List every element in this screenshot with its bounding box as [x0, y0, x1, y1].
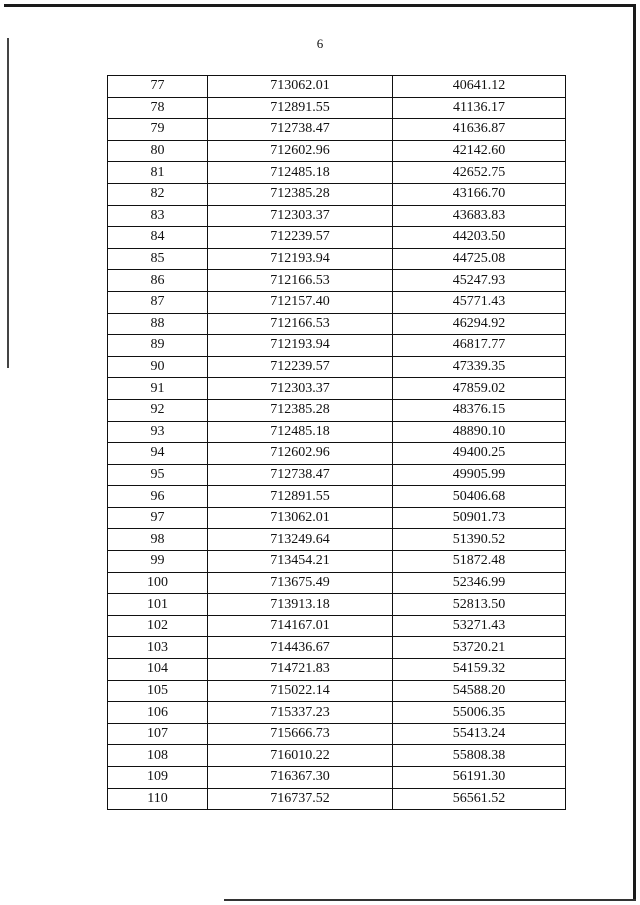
coordinate-y-cell: 56191.30: [393, 767, 566, 789]
coordinate-x-cell: 712157.40: [208, 291, 393, 313]
point-number-cell: 105: [108, 680, 208, 702]
coordinate-y-cell: 43683.83: [393, 205, 566, 227]
point-number-cell: 95: [108, 464, 208, 486]
coordinate-x-cell: 712891.55: [208, 486, 393, 508]
table-row: [108, 723, 566, 745]
coordinate-x-cell: 712485.18: [208, 421, 393, 443]
table-row: [108, 313, 566, 335]
table-row: [108, 745, 566, 767]
point-number-cell: 85: [108, 248, 208, 270]
coordinate-y-cell: 45247.93: [393, 270, 566, 292]
point-number-cell: 108: [108, 745, 208, 767]
table-row: [108, 119, 566, 141]
coordinate-y-cell: 53720.21: [393, 637, 566, 659]
coordinate-y-cell: 55413.24: [393, 723, 566, 745]
coordinate-x-cell: 713249.64: [208, 529, 393, 551]
scan-edge-right: [633, 4, 636, 901]
table-row: [108, 443, 566, 465]
point-number-cell: 82: [108, 183, 208, 205]
coordinate-x-cell: 715022.14: [208, 680, 393, 702]
point-number-cell: 90: [108, 356, 208, 378]
coordinate-y-cell: 41636.87: [393, 119, 566, 141]
coordinate-y-cell: 48376.15: [393, 399, 566, 421]
point-number-cell: 106: [108, 702, 208, 724]
point-number-cell: 84: [108, 227, 208, 249]
table-row: [108, 97, 566, 119]
coordinate-y-cell: 52346.99: [393, 572, 566, 594]
point-number-cell: 79: [108, 119, 208, 141]
page-number: 6: [316, 36, 324, 51]
table-row: [108, 205, 566, 227]
coordinate-y-cell: 47859.02: [393, 378, 566, 400]
coordinate-y-cell: 52813.50: [393, 594, 566, 616]
point-number-cell: 109: [108, 767, 208, 789]
coordinate-x-cell: 712193.94: [208, 248, 393, 270]
coordinate-x-cell: 713062.01: [208, 76, 393, 98]
coordinate-x-cell: 713913.18: [208, 594, 393, 616]
coordinate-y-cell: 54588.20: [393, 680, 566, 702]
coordinate-x-cell: 712239.57: [208, 227, 393, 249]
coordinate-y-cell: 54159.32: [393, 659, 566, 681]
coordinate-x-cell: 714436.67: [208, 637, 393, 659]
point-number-cell: 100: [108, 572, 208, 594]
coordinate-y-cell: 42142.60: [393, 140, 566, 162]
coordinate-x-cell: 712602.96: [208, 443, 393, 465]
coordinate-y-cell: 44725.08: [393, 248, 566, 270]
coordinate-x-cell: 715337.23: [208, 702, 393, 724]
point-number-cell: 97: [108, 507, 208, 529]
table-row: [108, 659, 566, 681]
point-number-cell: 96: [108, 486, 208, 508]
coordinate-x-cell: 716737.52: [208, 788, 393, 810]
point-number-cell: 81: [108, 162, 208, 184]
table-row: [108, 421, 566, 443]
coordinate-y-cell: 42652.75: [393, 162, 566, 184]
table-row: [108, 399, 566, 421]
table-row: [108, 227, 566, 249]
point-number-cell: 83: [108, 205, 208, 227]
table-row: [108, 76, 566, 98]
point-number-cell: 80: [108, 140, 208, 162]
point-number-cell: 107: [108, 723, 208, 745]
coordinate-x-cell: 714167.01: [208, 615, 393, 637]
table-row: [108, 248, 566, 270]
coordinate-y-cell: 43166.70: [393, 183, 566, 205]
coordinate-x-cell: 712738.47: [208, 119, 393, 141]
coordinates-table-body: [108, 76, 566, 810]
coordinate-y-cell: 49905.99: [393, 464, 566, 486]
coordinate-y-cell: 48890.10: [393, 421, 566, 443]
coordinate-y-cell: 45771.43: [393, 291, 566, 313]
table-row: [108, 788, 566, 810]
point-number-cell: 93: [108, 421, 208, 443]
table-row: [108, 335, 566, 357]
table-row: [108, 162, 566, 184]
coordinate-y-cell: 49400.25: [393, 443, 566, 465]
scan-edge-left: [7, 38, 9, 368]
coordinate-y-cell: 41136.17: [393, 97, 566, 119]
point-number-cell: 77: [108, 76, 208, 98]
point-number-cell: 103: [108, 637, 208, 659]
coordinate-y-cell: 46817.77: [393, 335, 566, 357]
coordinate-x-cell: 712385.28: [208, 183, 393, 205]
table-row: [108, 140, 566, 162]
coordinate-x-cell: 712602.96: [208, 140, 393, 162]
table-row: [108, 529, 566, 551]
coordinate-x-cell: 714721.83: [208, 659, 393, 681]
table-row: [108, 637, 566, 659]
table-row: [108, 767, 566, 789]
coordinate-y-cell: 47339.35: [393, 356, 566, 378]
point-number-cell: 78: [108, 97, 208, 119]
coordinate-x-cell: 712166.53: [208, 313, 393, 335]
coordinate-y-cell: 50901.73: [393, 507, 566, 529]
coordinate-y-cell: 55006.35: [393, 702, 566, 724]
table-row: [108, 464, 566, 486]
point-number-cell: 89: [108, 335, 208, 357]
coordinate-x-cell: 713454.21: [208, 551, 393, 573]
coordinate-y-cell: 50406.68: [393, 486, 566, 508]
point-number-cell: 86: [108, 270, 208, 292]
coordinate-y-cell: 51390.52: [393, 529, 566, 551]
table-row: [108, 572, 566, 594]
table-row: [108, 378, 566, 400]
point-number-cell: 98: [108, 529, 208, 551]
coordinate-x-cell: 712385.28: [208, 399, 393, 421]
scan-edge-bottom: [224, 899, 636, 901]
coordinate-x-cell: 712303.37: [208, 205, 393, 227]
scan-edge-left-mark: [7, 74, 8, 82]
coordinate-x-cell: 712193.94: [208, 335, 393, 357]
coordinate-x-cell: 716367.30: [208, 767, 393, 789]
coordinate-y-cell: 51872.48: [393, 551, 566, 573]
coordinate-y-cell: 40641.12: [393, 76, 566, 98]
scan-edge-top: [4, 4, 636, 7]
point-number-cell: 91: [108, 378, 208, 400]
coordinate-x-cell: 712891.55: [208, 97, 393, 119]
table-row: [108, 594, 566, 616]
coordinate-x-cell: 712303.37: [208, 378, 393, 400]
point-number-cell: 94: [108, 443, 208, 465]
coordinate-x-cell: 713675.49: [208, 572, 393, 594]
coordinate-x-cell: 712738.47: [208, 464, 393, 486]
coordinate-y-cell: 56561.52: [393, 788, 566, 810]
coordinate-y-cell: 46294.92: [393, 313, 566, 335]
coordinate-x-cell: 712239.57: [208, 356, 393, 378]
table-row: [108, 486, 566, 508]
table-row: [108, 183, 566, 205]
point-number-cell: 87: [108, 291, 208, 313]
coordinate-x-cell: 716010.22: [208, 745, 393, 767]
point-number-cell: 102: [108, 615, 208, 637]
coordinate-x-cell: 712166.53: [208, 270, 393, 292]
table-row: [108, 356, 566, 378]
coordinate-y-cell: 55808.38: [393, 745, 566, 767]
coordinate-y-cell: 53271.43: [393, 615, 566, 637]
point-number-cell: 92: [108, 399, 208, 421]
table-row: [108, 270, 566, 292]
coordinate-x-cell: 715666.73: [208, 723, 393, 745]
coordinates-table: [107, 75, 566, 810]
point-number-cell: 101: [108, 594, 208, 616]
point-number-cell: 88: [108, 313, 208, 335]
coordinate-x-cell: 713062.01: [208, 507, 393, 529]
table-row: [108, 615, 566, 637]
coordinate-x-cell: 712485.18: [208, 162, 393, 184]
point-number-cell: 104: [108, 659, 208, 681]
table-row: [108, 702, 566, 724]
point-number-cell: 99: [108, 551, 208, 573]
table-row: [108, 507, 566, 529]
table-row: [108, 291, 566, 313]
table-row: [108, 680, 566, 702]
coordinate-y-cell: 44203.50: [393, 227, 566, 249]
point-number-cell: 110: [108, 788, 208, 810]
table-row: [108, 551, 566, 573]
